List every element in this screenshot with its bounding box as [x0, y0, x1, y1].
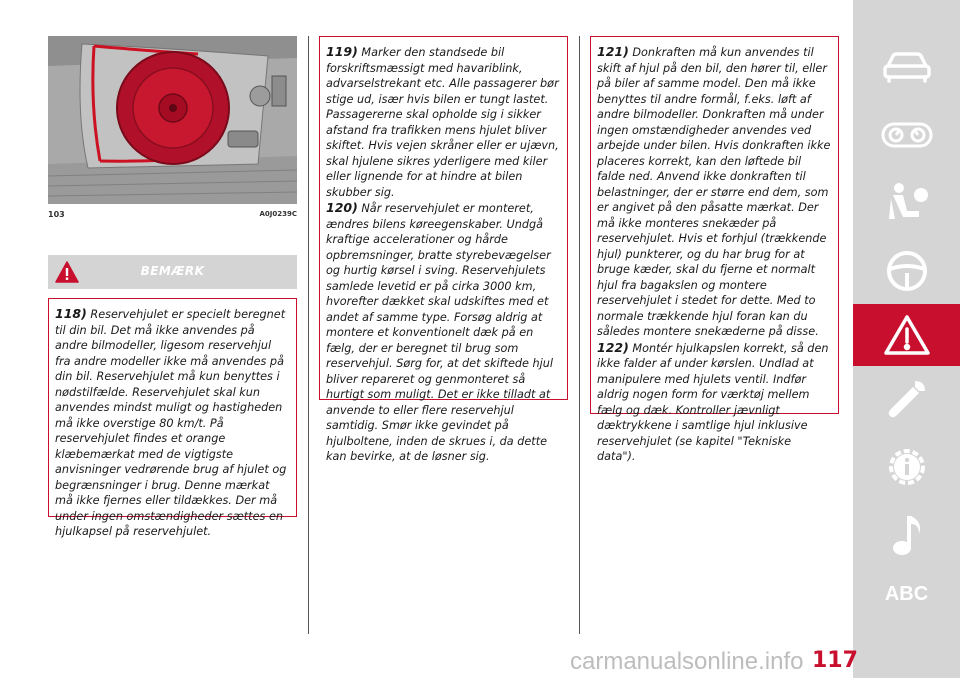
warning-text: Donkraften må kun anvendes til skift af hjul på den bil, den hører til, eller på biler af samme model. Den må ikke benyttes til andre formål, f.eks. løft af andre bilmodeller. Donkraften må under ingen omstændigheder anvendes ved arbejde under bilen. Hvis donkraften ikke placeres korrekt, kan den løftede bil falde ned. Anvend ikke donkraften til belastninger, der er større end dem, som er angivet på den påsatte mærkat. Der må ikke monteres snekæder på reservehjulet. Hvis et forhjul (trækkende hjul) punkterer, og du har brug for at bruge kæder, skal du fjerne et normalt hjul fra bagakslen og montere reservehjulet i stedet for dette. Med to normale trækkende hjul foran kan du således montere snekæderne på disse.: [597, 46, 831, 338]
warning-text: Marker den standsede bil forskriftsmæssigt med havariblink, advarselstrekant etc. Alle passagerer bør stige ud, især hvis bilen er tungt lastet. Passagererne skal opholde sig i sikker afstand fra trafikken mens hjulet bliver skiftet. Hvis vejen skråner eller er ujævn, skal hjulene sikres yderligere med kiler eller lignende for at hindre at bilen skubber sig.: [326, 46, 559, 199]
warning-number: 120): [326, 200, 358, 215]
steering-wheel-icon[interactable]: [853, 240, 960, 302]
figure-code: A0J0239C: [259, 210, 297, 218]
page-number: 117: [812, 648, 858, 673]
warning-box-118: [48, 298, 297, 538]
warning-text: Reservehjulet er specielt beregnet til din bil. Det må ikke anvendes på andre bilmodeller, ligesom reservehjul fra andre modeller ikke må anvendes på din bil. Reservehjulet må kun benyttes i nødstilfælde. Reservehjulet skal kun anvendes mindst muligt og hastigheden må ikke overstige 80 km/t. På reservehjulet findes et orange klæbemærkat med de vigtigste anvisninger vedrørende brug af hjulet og begrænsninger i brug. Denne mærkat må ikke fjernes eller tildækkes. Der må under ingen omstændigheder sættes en hjulkapsel på reservehjulet.: [55, 308, 287, 538]
warning-number: 119): [326, 44, 358, 59]
notice-header: [48, 255, 297, 289]
info-gear-icon[interactable]: [853, 436, 960, 498]
figure-number: 103: [48, 210, 65, 219]
column-divider-right: [579, 36, 580, 634]
warning-paragraph: [326, 44, 561, 200]
spare-wheel-figure: [48, 36, 297, 204]
spare-wheel-illustration: [48, 36, 297, 204]
watermark: carmanualsonline.info: [570, 648, 804, 675]
wrench-icon[interactable]: [853, 368, 960, 430]
warning-paragraph: [597, 340, 832, 465]
warning-text: Montér hjulkapslen korrekt, så den ikke falder af under kørslen. Undlad at manipulere med hjulets ventil. Indfør aldrig nogen form for værktøj mellem fælg og dæk. Kontroller jævnligt dæktrykkene i samtlige hjul inklusive reservehjulet (se kapitel "Tekniske data").: [597, 341, 829, 463]
warning-number: 118): [55, 306, 87, 321]
music-note-icon[interactable]: [853, 504, 960, 566]
warning-triangle-icon[interactable]: [853, 304, 960, 366]
warning-paragraph: [55, 306, 290, 540]
chapter-sidebar: [853, 0, 960, 678]
warning-number: 122): [597, 339, 629, 355]
warning-paragraph: [326, 200, 561, 465]
abc-index-label[interactable]: ABC: [884, 583, 929, 605]
seat-airbag-icon[interactable]: [853, 172, 960, 234]
car-icon[interactable]: [853, 36, 960, 98]
warning-paragraph: [597, 44, 832, 340]
warning-box-121-122: [590, 36, 839, 463]
notice-title: BEMÆRK: [140, 264, 205, 278]
dashboard-gauges-icon[interactable]: [853, 104, 960, 166]
warning-box-119-120: [319, 36, 568, 463]
column-divider-left: [308, 36, 309, 634]
warning-number: 121): [597, 44, 629, 59]
warning-text: Når reservehjulet er monteret, ændres bilens køreegenskaber. Undgå kraftige accelerationer og hårde opbremsninger, bratte styrebevægelser og hurtig kørsel i sving. Reservehjulets samlede levetid er på cirka 3000 km, hvorefter dækket skal udskiftes med et andet af samme type. Forsøg aldrig at montere et konventionelt dæk på en fælg, der er beregnet til brug som reservehjul. Sørg for, at det skiftede hjul bliver repareret og genmonteret så hurtigt som muligt. Det er ikke tilladt at anvende to eller flere reservehjul samtidig. Smør ikke gevindet på hjulboltene, inden de skrues i, da dette kan bevirke, at de løsner sig.: [326, 202, 554, 463]
